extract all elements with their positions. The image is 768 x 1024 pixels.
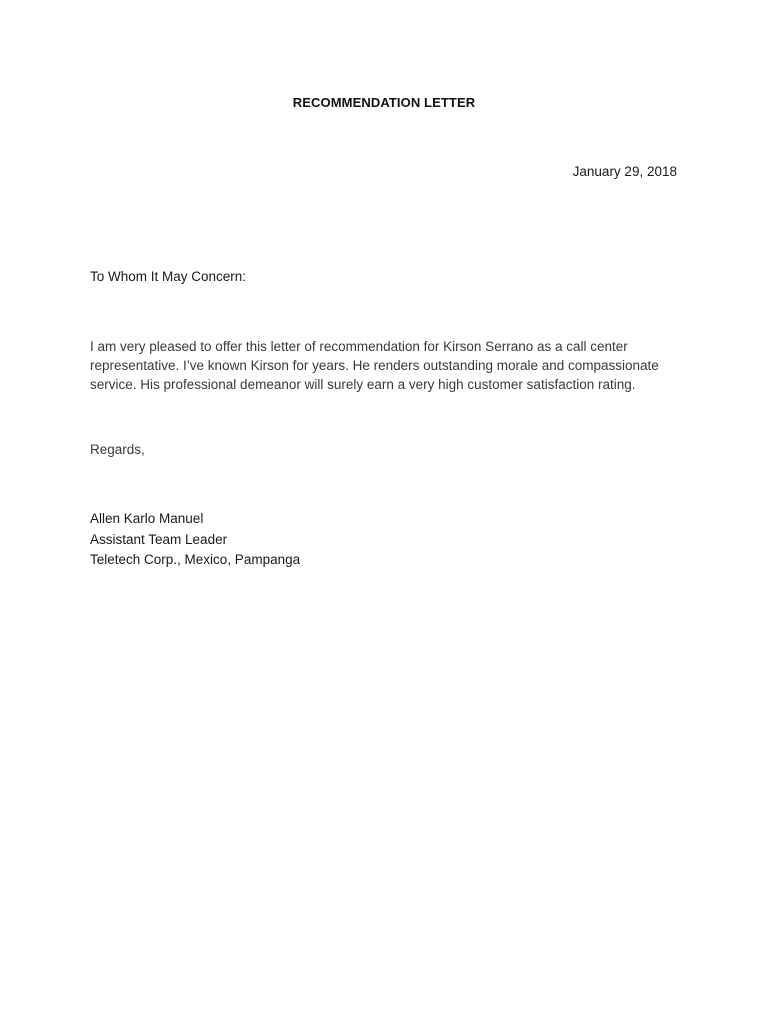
signature-block	[90, 509, 300, 571]
letter-title: RECOMMENDATION LETTER	[292, 95, 476, 110]
signature-company: Teletech Corp., Mexico, Pampanga	[90, 552, 301, 567]
signature-position: Assistant Team Leader	[90, 531, 228, 547]
letter-date: January 29, 2018	[572, 164, 677, 179]
signature-name: Allen Karlo Manuel	[90, 511, 204, 526]
letter-body: I am very pleased to offer this letter of recommendation for Kirson Serrano as a call center representative. I’ve known Kirson for years. He renders outstanding morale and compassionate service. His professional demeanor will surely earn a very high customer satisfaction rating.	[90, 339, 659, 392]
letter-salutation: To Whom It May Concern:	[90, 269, 247, 284]
letter-closing: Regards,	[90, 442, 145, 457]
